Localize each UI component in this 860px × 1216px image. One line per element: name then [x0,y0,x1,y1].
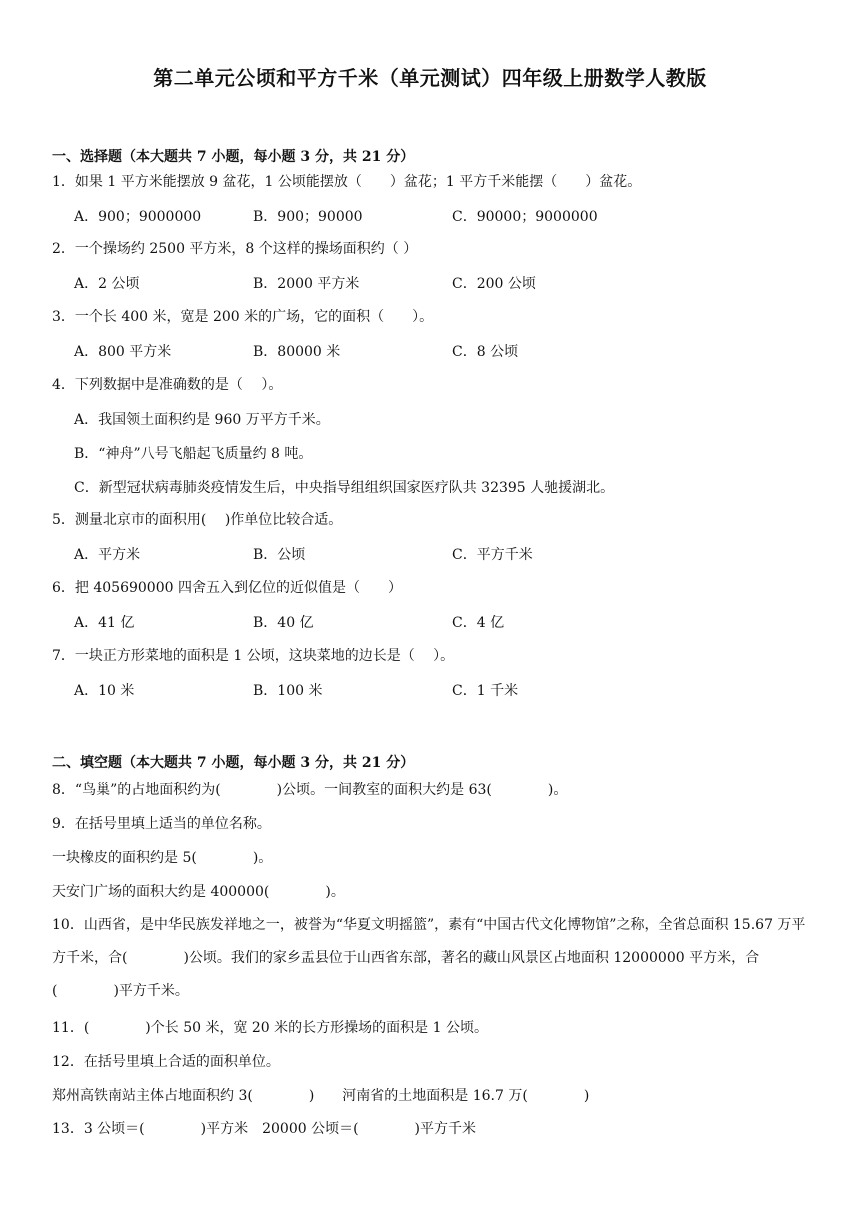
option-a: A．41 亿 [74,615,135,631]
question-5: 5．测量北京市的面积用( )作单位比较合适。 [52,512,343,528]
option-c: C．平方千米 [452,547,533,563]
question-1: 1．如果 1 平方米能摆放 9 盆花，1 公顷能摆放（ ）盆花；1 平方千米能摆（ ）盆花。 [52,174,642,190]
question-1-options [74,206,814,226]
option-c: C．1 千米 [452,683,519,699]
option-a: A．900；9000000 [74,209,202,225]
question-9: 9．在括号里填上适当的单位名称。 [52,816,271,832]
document-title: 第二单元公顷和平方千米（单元测试）四年级上册数学人教版 [153,66,707,90]
option-a: A．10 米 [74,683,135,699]
option-b: B．40 亿 [253,615,314,631]
question-10: 10．山西省，是中华民族发祥地之一，被誉为“华夏文明摇篮”，素有“中国古代文化博物馆”之称，全省总面积 15.67 万平方千米，合( )公顷。我们的家乡盂县位于山西省东部，著名的藏山风景区占地面积 12000000 平方米，合( )平方千米。 [52,917,806,999]
question-4-option-a: A．我国领土面积约是 960 万平方千米。 [74,412,330,428]
question-4-option-c: C．新型冠状病毒肺炎疫情发生后，中央指导组组织国家医疗队共 32395 人驰援湖北。 [74,480,615,496]
question-3: 3．一个长 400 米，宽是 200 米的广场，它的面积（ ）。 [52,309,434,325]
question-6: 6．把 405690000 四舍五入到亿位的近似值是（ ） [52,580,402,596]
question-9-line-b: 天安门广场的面积大约是 400000( )。 [52,884,345,900]
option-c: C．4 亿 [452,615,505,631]
question-13: 13．3 公顷＝( )平方米 20000 公顷＝( )平方千米 [52,1121,477,1137]
option-a: A．平方米 [74,547,141,563]
option-a: A．800 平方米 [74,344,172,360]
question-5-options [74,544,814,564]
option-b: B．2000 平方米 [253,276,360,292]
question-7-options [74,680,814,700]
option-a: A．2 公顷 [74,276,140,292]
option-c: C．200 公顷 [452,276,536,292]
option-c: C．8 公顷 [452,344,519,360]
option-b: B．900；90000 [253,209,363,225]
question-9-line-a: 一块橡皮的面积约是 5( )。 [52,850,273,866]
option-b: B．公顷 [253,547,306,563]
option-b: B．80000 米 [253,344,341,360]
question-6-options [74,612,814,632]
question-4: 4．下列数据中是准确数的是（ ）。 [52,377,283,393]
question-8: 8．“鸟巢”的占地面积约为( )公顷。一间教室的面积大约是 63( )。 [52,782,568,798]
question-2: 2．一个操场约 2500 平方米，8 个这样的操场面积约（ ） [52,241,418,257]
option-b: B．100 米 [253,683,323,699]
question-7: 7．一块正方形菜地的面积是 1 公顷，这块菜地的边长是（ ）。 [52,648,455,664]
question-12: 12．在括号里填上合适的面积单位。 [52,1054,280,1070]
question-11: 11．( )个长 50 米，宽 20 米的长方形操场的面积是 1 公顷。 [52,1020,488,1036]
question-4-option-b: B．“神舟”八号飞船起飞质量约 8 吨。 [74,446,313,462]
section-heading-fill-in: 二、填空题（本大题共 7 小题，每小题 3 分，共 21 分） [52,755,415,771]
question-2-options [74,273,814,293]
question-12-line: 郑州高铁南站主体占地面积约 3( ) 河南省的土地面积是 16.7 万( ) [52,1088,590,1104]
question-3-options [74,341,814,361]
section-heading-multiple-choice: 一、选择题（本大题共 7 小题，每小题 3 分，共 21 分） [52,149,415,165]
option-c: C．90000；9000000 [452,209,598,225]
